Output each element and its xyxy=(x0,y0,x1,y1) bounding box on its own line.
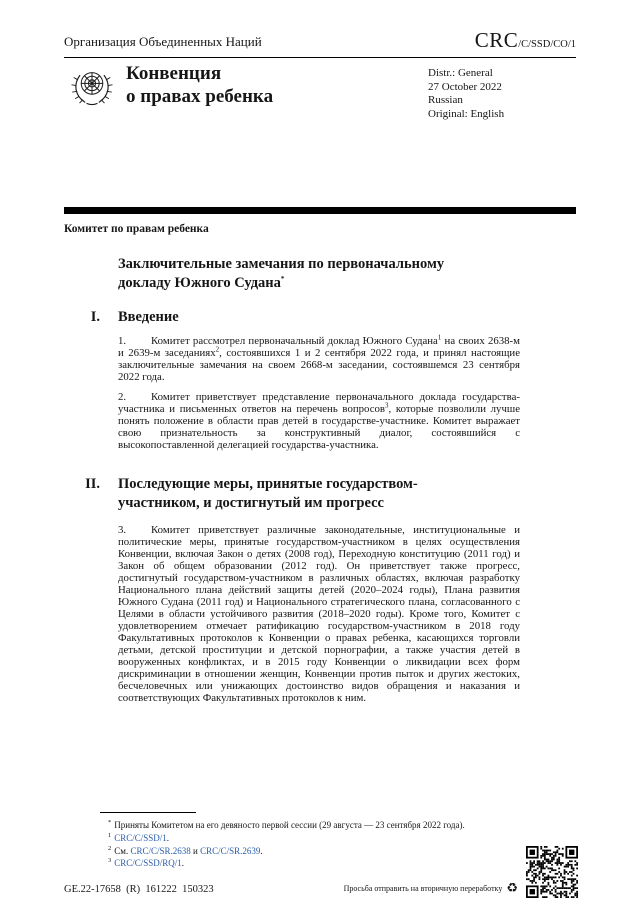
recycle-icon: ♻ xyxy=(506,881,518,896)
footnote-marker: 3 xyxy=(108,857,112,865)
footnote-link[interactable]: CRC/C/SSD/RQ/1 xyxy=(114,858,182,869)
paragraph-text: Комитет приветствует различные законодательные, институциональные и политические меры, принятые государством-участником в целях осуществления Конвенции, включая Закон о детях (2008 год), Переходную конституцию (2011 год) и Закон об общем образовании (2012 год). Он приветствует также прогресс, достигнутый государством-участником в различных областях, включая разработку Национального плана действий защиты детей (2020–2024 годы), Плана развития Южного Судана (2011 год) и Национального стратегического плана, согласованного с Целями в области устойчивого развития (2018–2020 годы). Кроме того, Комитет с удовлетворением отмечает ратификацию государством-участником в 2018 году Факультативных протоколов к Конвенции о правах ребенка, касающихся торговли детьми, детской проституции и детской порнографии, а также участия детей в вооруженных конфликтах, и в 2015 году Конвенции о ликвидации всех форм дискриминации в отношении женщин, Конвенции против пыток и других жестоких, бесчеловечных или унижающих достоинство видов обращения и наказания и соответствующих Факультативных протоколов к ним. xyxy=(118,524,520,704)
footnote-link[interactable]: CRC/C/SR.2639 xyxy=(200,845,261,856)
paragraph-text: Комитет рассмотрел первоначальный доклад Южного Судана xyxy=(151,335,438,347)
qr-code xyxy=(526,846,578,898)
paragraph-number: 2. xyxy=(118,391,127,403)
section-title: Введение xyxy=(118,309,179,325)
title-footnote-ref[interactable]: * xyxy=(280,275,285,284)
section-heading-follow-up xyxy=(64,475,576,513)
footnote-text: и xyxy=(190,845,201,856)
footnotes xyxy=(64,812,576,869)
page-header xyxy=(64,28,576,58)
doc-symbol-suffix: /C/SSD/CO/1 xyxy=(518,39,576,50)
paragraph-number: 1. xyxy=(118,335,127,347)
ge-number: GE.22-17658 (R) 161222 150323 xyxy=(64,884,214,895)
footnote-separator xyxy=(100,812,196,813)
publication-title-line1: Конвенция xyxy=(126,63,222,84)
footnote-ref-2[interactable]: 2 xyxy=(215,345,220,354)
footnote-marker: 1 xyxy=(108,831,112,839)
footnote-star xyxy=(64,818,576,831)
thick-divider xyxy=(64,207,576,214)
section-number: I. xyxy=(90,309,100,325)
paragraph-2 xyxy=(118,391,520,451)
document-title xyxy=(118,255,498,293)
section-title: Последующие меры, принятые государством-участником, и достигнутый им прогресс xyxy=(118,476,418,511)
footnote-text: . xyxy=(166,832,170,843)
date-line: 27 October 2022 xyxy=(428,80,502,93)
un-emblem-icon xyxy=(69,64,115,115)
document-title-text: Заключительные замечания по первоначальному докладу Южного Судана xyxy=(118,256,445,291)
footnote-link[interactable]: CRC/C/SSD/1 xyxy=(114,832,167,843)
doc-symbol-prefix: CRC xyxy=(474,28,519,52)
paragraph-number: 3. xyxy=(118,524,127,536)
committee-name: Комитет по правам ребенка xyxy=(64,223,209,235)
footnote-text: . xyxy=(260,845,263,856)
footnote-3 xyxy=(64,856,576,869)
distribution-info xyxy=(428,67,504,121)
footnote-1 xyxy=(64,831,576,844)
recycle-text: Просьба отправить на вторичную переработку xyxy=(343,884,503,893)
footnote-marker: 2 xyxy=(108,844,112,852)
paragraph-3 xyxy=(118,524,520,704)
footnote-text: См. xyxy=(114,845,131,856)
section-number: II. xyxy=(85,476,100,492)
paragraph-1 xyxy=(118,335,520,383)
paragraph-text: на своих 2638-м и 2639-м заседаниях xyxy=(118,335,520,359)
paragraph-text: , состоявшихся 1 и 2 сентября 2022 года, и принял настоящие заключительные замечания на своем 2668-м заседании, состоявшемся 23 сентября 2022 года. xyxy=(118,347,520,383)
footnote-text: . xyxy=(181,858,185,869)
section-heading-introduction xyxy=(64,308,576,327)
footnote-ref-3[interactable]: 3 xyxy=(384,401,389,410)
footnote-text: Приняты Комитетом на его девяносто первой сессии (29 августа — 23 сентября 2022 года). xyxy=(114,820,465,830)
footnote-link[interactable]: CRC/C/SR.2638 xyxy=(130,845,191,856)
paragraph-text: Комитет приветствует представление первоначального доклада государства-участника и письменных ответов на перечень вопросов xyxy=(118,391,520,415)
publication-title-line2: о правах ребенка xyxy=(126,86,274,107)
original-line: Original: English xyxy=(428,107,505,120)
document-body xyxy=(64,207,576,704)
doc-symbol xyxy=(475,28,576,53)
footnote-2 xyxy=(64,844,576,857)
distr-line: Distr.: General xyxy=(428,67,493,79)
publication-title xyxy=(126,62,273,108)
footnote-ref-1[interactable]: 1 xyxy=(437,333,442,342)
masthead xyxy=(64,60,576,207)
org-name: Организация Объединенных Наций xyxy=(64,34,262,49)
recycle-note xyxy=(344,882,518,895)
language-line: Russian xyxy=(428,94,463,106)
paragraph-text: , которые позволили лучше понять положение в области прав детей в государстве-участнике. Комитет выражает свою признательность за конструктивный диалог, состоявшийся с высокопоставленной делегацией государства-участника. xyxy=(118,403,520,451)
footnote-marker: * xyxy=(108,819,112,826)
